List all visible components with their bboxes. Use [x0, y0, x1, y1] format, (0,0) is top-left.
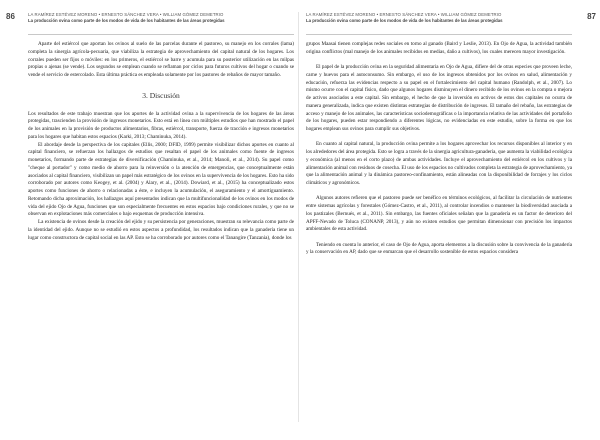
gutter-divider	[298, 12, 299, 422]
right-paragraph: grupos Maasai tienen complejas redes sociales en torno al ganado (Baird y Leslie, 2013). En Ojo de Agua, la actividad también origina conflictos (mal manejo de los animales recibidos en medias, daño a cultivos), los cuales merecen mayor investigación.	[306, 41, 572, 55]
left-running-head-authors: LA RAMÍREZ ESTÉVEZ MORENO • ERNESTO SÁNCHEZ VERA • WILLIAM GÓMEZ DEMETRIO	[28, 12, 224, 17]
right-running-head	[306, 12, 596, 35]
left-paragraph: Aparte del estiércol que aportan los ovinos al suelo de las parcelas durante el pastoreo, su manejo en los corrales (lama) completa la sinergia agrícola-pecuaria, que viabiliza la estrategia de aprovechamiento del capital natural de los hogares. Los corrales pueden ser fijos o móviles: en los primeros, el estiércol se barre y acumula para su posterior utilización en las milpas propias o ajenas (se vende). Los segundos se emplean cuando se reflaman por ciclos para futuros cultivos del hogar o cuando se vende el servicio de estercolado. Esta última práctica es empleada solamente por los pastores de rebaños de mayor tamaño.	[28, 41, 294, 78]
discussion-paragraph: Los resultados de este trabajo muestran que los aportes de la actividad ovina a la supervivencia de los hogares de las áreas protegidas, trascienden la provisión de ingresos monetarios. Esto está en línea con múltiples estudios que han mostrado el papel de los animales en la provisión de productos alimentarios, fibras, estiércol, transporte, fuerza de tracción e ingresos monetarios para los hogares que habitan estos espacios (Karki, 2013; Chaminuka, 2014).	[28, 110, 294, 140]
right-paragraph: El papel de la producción ovina en la seguridad alimentaria en Ojo de Agua, difiere del de otras especies que proveen leche, carne y huevos para el autoconsumo. Sin embargo, el uso de los ingresos obtenidos por los ovinos en salud, alimentación y educación, refuerza las evidencias respecto a su papel en el fortalecimiento del capital humano (Randolph, et al., 2007). Lo mismo ocurre con el capital físico, dado que algunos hogares disminuyen el dinero recibido de los ovinos en la compra o mejora de activos asociados a este capital. Sin embargo, el hecho de que la inversión en activos de estos dos capitales no ocurra de manera generalizada, indica que existen distintas estrategias de distribución de ingresos. El tamaño del rebaño, las estrategias de acceso y manejo de los animales, las características sociodemográficas o la importancia relativa de las actividades del portafolio de los hogares, pueden estar respondiendo a diferentes lógicas, no evidenciadas en este estudio, sobre la forma en que los hogares emplean sus ovinos para cumplir sus objetivos.	[306, 64, 572, 132]
left-running-head-title: La producción ovina como parte de los modos de vida de los habitantes de las áreas protegidas	[28, 18, 225, 23]
left-page	[6, 12, 294, 432]
right-page	[306, 12, 596, 432]
right-body-text	[306, 35, 572, 257]
discussion-paragraph: El abordaje desde la perspectiva de los capitales (Ellis, 2000; DFID, 1999) permite visibilizar dichos aportes en cuanto al capital financiero, se refuerzan los hallazgos de estudios que resaltan el papel de los animales como fuente de ingresos monetarios, formando parte de estrategias de diversificación (Chaminuka, et al., 2014; Manoli, et al., 2014). Su papel como "cheque al portador" y como medio de ahorro para la reinversión o la atención de emergencias, que conceptualmente están asociados al capital financiero, visibilizan un papel más estratégico de los ovinos en la supervivencia de los hogares. Esto ha sido corroborado por autores como Keogey, et al. (2004) y Alary, et al., (2014). Dowiard, et al., (2015) ha conceptualizado estos aportes como funciones de ahorro o relacionadas a éste, e incluyen la acumulación, el aseguramiento y el amortiguamiento. Retomando dicha aproximación, los hallazgos aquí presentados indican que la multifuncionalidad de los ovinos en los modos de vida del ejido Ojo de Agua, funciones que son especialmente frecuentes en estos espacios bajo condiciones rurales, y que no se observan en explotaciones más comerciales o bajo esquemas de producción intensiva.	[28, 141, 294, 218]
right-paragraph: Teniendo en cuenta lo anterior, el caso de Ojo de Agua, aporta elementos a la discusión sobre la convivencia de la ganadería y la conservación en AP, dado que se enmarcan que el desarrollo sostenible de estos espacios considera	[306, 241, 572, 256]
right-running-head-authors: LA RAMÍREZ ESTÉVEZ MORENO • ERNESTO SÁNCHEZ VERA • WILLIAM GÓMEZ DEMETRIO	[306, 12, 502, 17]
left-running-head	[6, 12, 294, 35]
right-running-head-title: La producción ovina como parte de los modos de vida de los habitantes de las áreas protegidas	[306, 18, 503, 23]
discussion-paragraph: La existencia de ovinos desde la creación del ejido y su persistencia por generaciones, muestran su relevancia como parte de la identidad del ejido. Aunque no se estudió en estos aspectos a profundidad, los resultados indican que la ganadería tiene un lugar como constructora de capital social en las AP. Esto se ha corroborado por autores como el Tanangire (Tanzania), donde los	[28, 219, 294, 241]
right-paragraph: En cuanto al capital natural, la producción ovina permite a los hogares aprovechar los recursos disponibles al interior y en los alrededores del área protegida. Esto se logra a través de la sinergia agricultura-ganadería, que aumenta la viabilidad ecológica y económica (al menos en el corto plazo) de ambas actividades. Incluye el aprovechamiento del estiércol en los cultivos y la alimentación animal con residuos de cosecha. El uso de los espacios no cultivados completa la estrategia de aprovechamiento, ya que la alimentación animal y la dinámica pastoreo-confinamiento, están alineadas con la disponibilidad de forrajes y los ciclos climáticos y agronómicos.	[306, 141, 572, 186]
right-page-number: 87	[587, 12, 596, 21]
left-body-text	[28, 35, 294, 242]
section-heading: 3. Discusión	[142, 90, 180, 100]
right-paragraph: Algunos autores refieren que el pastoreo puede ser benéfico en términos ecológicos, al facilitar la circulación de nutrientes entre sistemas agrícolas y forestales (Gómez-Castro, et al., 2011), al controlar incendios o mantener la biodiversidad asociada a los pastizales (Bernués, et al., 2011). Sin embargo, las fuentes oficiales señalan que la ganadería es un factor de deterioro del APFF-Nevado de Toluca (CONANP, 2013), y aún no existen estudios que permitan dimensionar con precisión los impactos ambientales de esta actividad.	[306, 195, 572, 233]
left-page-number: 86	[6, 12, 15, 21]
